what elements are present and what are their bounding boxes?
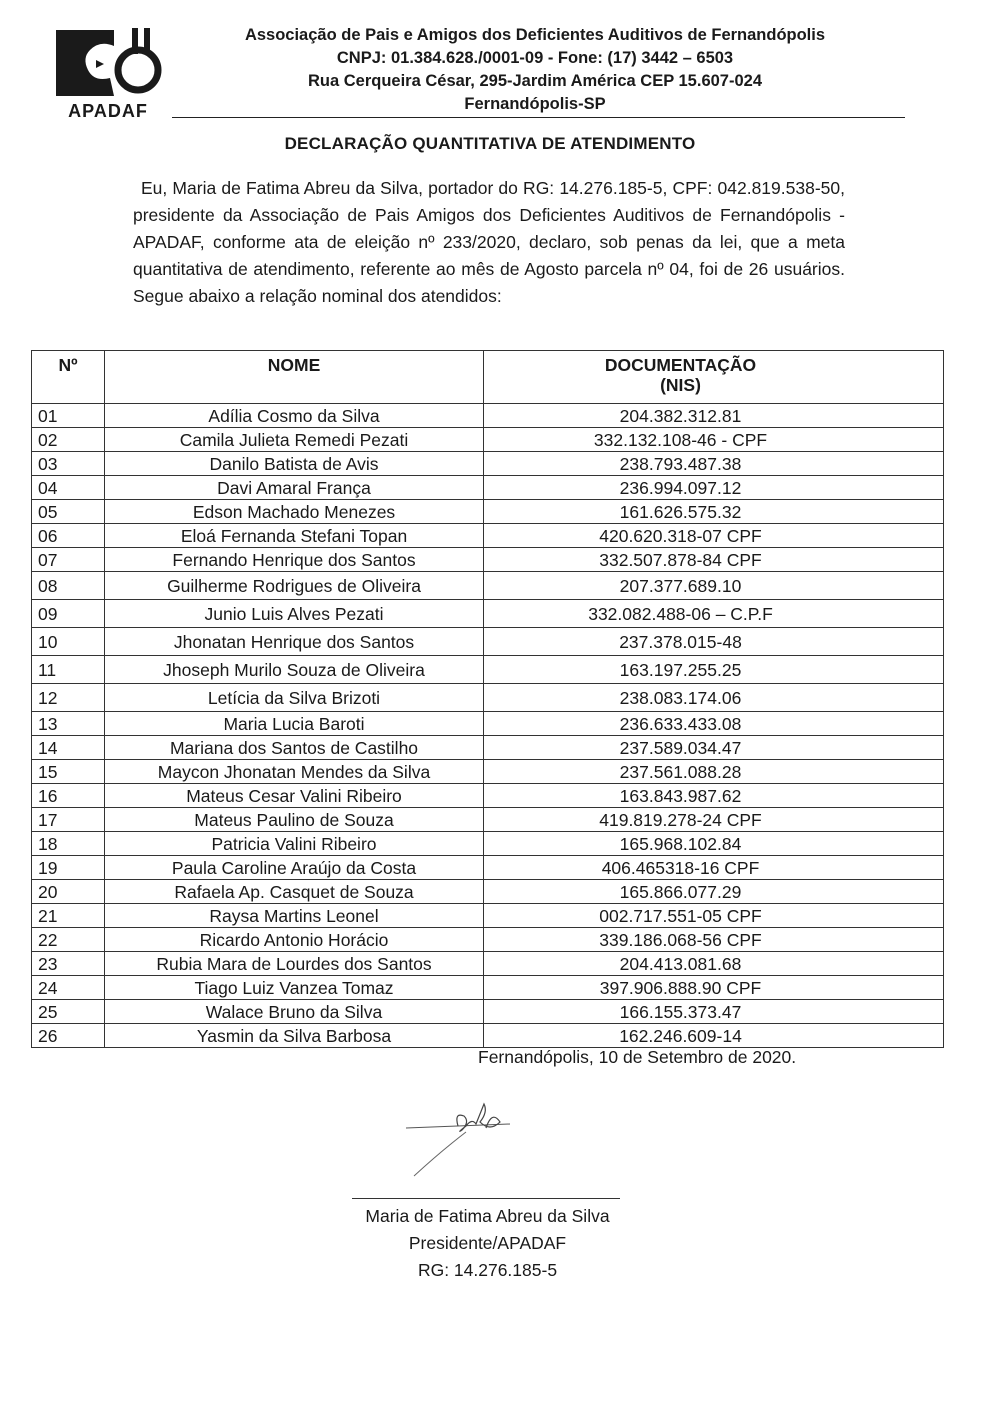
- table-body: [32, 404, 944, 1048]
- header-name: NOME: [105, 351, 484, 404]
- row-name: Junio Luis Alves Pezati: [105, 600, 484, 628]
- apadaf-logo: [52, 24, 170, 122]
- row-number: 03: [32, 452, 105, 476]
- row-name: Jhoseph Murilo Souza de Oliveira: [105, 656, 484, 684]
- row-number: 18: [32, 832, 105, 856]
- row-name: Walace Bruno da Silva: [105, 1000, 484, 1024]
- table-row: [32, 808, 944, 832]
- table-row: [32, 684, 944, 712]
- row-number: 24: [32, 976, 105, 1000]
- row-number: 19: [32, 856, 105, 880]
- row-number: 13: [32, 712, 105, 736]
- row-number: 09: [32, 600, 105, 628]
- row-number: 23: [32, 952, 105, 976]
- header-documentation: [484, 351, 944, 404]
- row-name: Maycon Jhonatan Mendes da Silva: [105, 760, 484, 784]
- logo-text: APADAF: [68, 101, 148, 121]
- table-row: [32, 1000, 944, 1024]
- table-row: [32, 1024, 944, 1048]
- row-name: Jhonatan Henrique dos Santos: [105, 628, 484, 656]
- ear-logo-icon: [52, 24, 170, 102]
- row-document: 238.083.174.06: [484, 684, 944, 712]
- row-document: 238.793.487.38: [484, 452, 944, 476]
- organization-header: [175, 24, 895, 116]
- org-name: Associação de Pais e Amigos dos Deficientes Auditivos de Fernandópolis: [244, 26, 826, 44]
- table-row: [32, 600, 944, 628]
- row-number: 06: [32, 524, 105, 548]
- header-doc-line2: (NIS): [660, 375, 701, 395]
- table-row: [32, 572, 944, 600]
- row-number: 26: [32, 1024, 105, 1048]
- row-document: 332.082.488-06 – C.P.F: [484, 600, 944, 628]
- table-row: [32, 736, 944, 760]
- row-document: 419.819.278-24 CPF: [484, 808, 944, 832]
- table-row: [32, 452, 944, 476]
- handwritten-signature: [400, 1092, 540, 1182]
- org-city: Fernandópolis-SP: [464, 95, 606, 113]
- table-row: [32, 712, 944, 736]
- row-name: Raysa Martins Leonel: [105, 904, 484, 928]
- table-row: [32, 428, 944, 452]
- table-row: [32, 628, 944, 656]
- row-number: 08: [32, 572, 105, 600]
- table-row: [32, 524, 944, 548]
- table-row: [32, 784, 944, 808]
- row-document: 237.589.034.47: [484, 736, 944, 760]
- attendees-table: [31, 350, 944, 1048]
- row-name: Danilo Batista de Avis: [105, 452, 484, 476]
- document-title: DECLARAÇÃO QUANTITATIVA DE ATENDIMENTO: [284, 134, 696, 153]
- row-name: Fernando Henrique dos Santos: [105, 548, 484, 572]
- table-row: [32, 832, 944, 856]
- row-name: Eloá Fernanda Stefani Topan: [105, 524, 484, 548]
- place-and-date: Fernandópolis, 10 de Setembro de 2020.: [478, 1047, 797, 1067]
- row-number: 10: [32, 628, 105, 656]
- row-document: 204.382.312.81: [484, 404, 944, 428]
- header-number: Nº: [32, 351, 105, 404]
- row-document: 162.246.609-14: [484, 1024, 944, 1048]
- row-name: Edson Machado Menezes: [105, 500, 484, 524]
- row-number: 15: [32, 760, 105, 784]
- table-row: [32, 656, 944, 684]
- row-number: 07: [32, 548, 105, 572]
- row-number: 12: [32, 684, 105, 712]
- row-number: 04: [32, 476, 105, 500]
- row-document: 332.132.108-46 - CPF: [484, 428, 944, 452]
- row-name: Mariana dos Santos de Castilho: [105, 736, 484, 760]
- row-number: 05: [32, 500, 105, 524]
- row-name: Rafaela Ap. Casquet de Souza: [105, 880, 484, 904]
- table-row: [32, 548, 944, 572]
- row-document: 163.843.987.62: [484, 784, 944, 808]
- row-document: 204.413.081.68: [484, 952, 944, 976]
- signer-role: Presidente/APADAF: [408, 1233, 567, 1253]
- row-number: 20: [32, 880, 105, 904]
- row-number: 11: [32, 656, 105, 684]
- row-number: 02: [32, 428, 105, 452]
- row-number: 22: [32, 928, 105, 952]
- table-row: [32, 880, 944, 904]
- row-document: 339.186.068-56 CPF: [484, 928, 944, 952]
- row-document: 002.717.551-05 CPF: [484, 904, 944, 928]
- row-number: 14: [32, 736, 105, 760]
- row-document: 237.561.088.28: [484, 760, 944, 784]
- row-document: 163.197.255.25: [484, 656, 944, 684]
- org-address: Rua Cerqueira César, 295-Jardim América CEP 15.607-024: [307, 72, 762, 90]
- row-document: 166.155.373.47: [484, 1000, 944, 1024]
- table-row: [32, 952, 944, 976]
- signer-rg: RG: 14.276.185-5: [417, 1260, 558, 1280]
- row-name: Tiago Luiz Vanzea Tomaz: [105, 976, 484, 1000]
- row-document: 165.866.077.29: [484, 880, 944, 904]
- row-name: Camila Julieta Remedi Pezati: [105, 428, 484, 452]
- row-document: 420.620.318-07 CPF: [484, 524, 944, 548]
- table-row: [32, 760, 944, 784]
- row-name: Davi Amaral França: [105, 476, 484, 500]
- row-number: 16: [32, 784, 105, 808]
- table-row: [32, 976, 944, 1000]
- signer-name: Maria de Fatima Abreu da Silva: [365, 1206, 610, 1226]
- intro-text: Eu, Maria de Fatima Abreu da Silva, portador do RG: 14.276.185-5, CPF: 042.819.538-50, presidente da Associação de Pais Amigos dos Deficientes Auditivos de Fernandópolis - APADAF, conforme ata de eleição nº 233/2020, declaro, sob penas da lei, que a meta quantitativa de atendimento, referente ao mês de Agosto parcela nº 04, foi de 26 usuários. Segue abaixo a relação nominal dos atendidos:: [133, 178, 845, 306]
- row-document: 237.378.015-48: [484, 628, 944, 656]
- row-name: Rubia Mara de Lourdes dos Santos: [105, 952, 484, 976]
- table-row: [32, 856, 944, 880]
- org-cnpj-phone: CNPJ: 01.384.628./0001-09 - Fone: (17) 3442 – 6503: [336, 49, 734, 67]
- row-name: Patricia Valini Ribeiro: [105, 832, 484, 856]
- row-document: 236.994.097.12: [484, 476, 944, 500]
- table-row: [32, 904, 944, 928]
- table-row: [32, 404, 944, 428]
- row-name: Adília Cosmo da Silva: [105, 404, 484, 428]
- table-row: [32, 500, 944, 524]
- table-row: [32, 476, 944, 500]
- row-number: 01: [32, 404, 105, 428]
- row-document: 236.633.433.08: [484, 712, 944, 736]
- row-name: Maria Lucia Baroti: [105, 712, 484, 736]
- row-name: Yasmin da Silva Barbosa: [105, 1024, 484, 1048]
- row-document: 406.465318-16 CPF: [484, 856, 944, 880]
- row-name: Paula Caroline Araújo da Costa: [105, 856, 484, 880]
- row-document: 332.507.878-84 CPF: [484, 548, 944, 572]
- row-number: 17: [32, 808, 105, 832]
- header-doc-line1: DOCUMENTAÇÃO: [604, 355, 757, 375]
- row-name: Guilherme Rodrigues de Oliveira: [105, 572, 484, 600]
- table-header-row: [32, 351, 944, 404]
- row-name: Mateus Cesar Valini Ribeiro: [105, 784, 484, 808]
- row-name: Letícia da Silva Brizoti: [105, 684, 484, 712]
- row-document: 397.906.888.90 CPF: [484, 976, 944, 1000]
- row-number: 21: [32, 904, 105, 928]
- header-divider: [172, 117, 905, 118]
- row-document: 207.377.689.10: [484, 572, 944, 600]
- table-row: [32, 928, 944, 952]
- row-name: Mateus Paulino de Souza: [105, 808, 484, 832]
- row-document: 165.968.102.84: [484, 832, 944, 856]
- row-name: Ricardo Antonio Horácio: [105, 928, 484, 952]
- signature-icon: [400, 1092, 540, 1182]
- row-document: 161.626.575.32: [484, 500, 944, 524]
- signature-line: [352, 1198, 620, 1199]
- intro-paragraph: [133, 175, 845, 310]
- signer-block: [330, 1203, 645, 1284]
- row-number: 25: [32, 1000, 105, 1024]
